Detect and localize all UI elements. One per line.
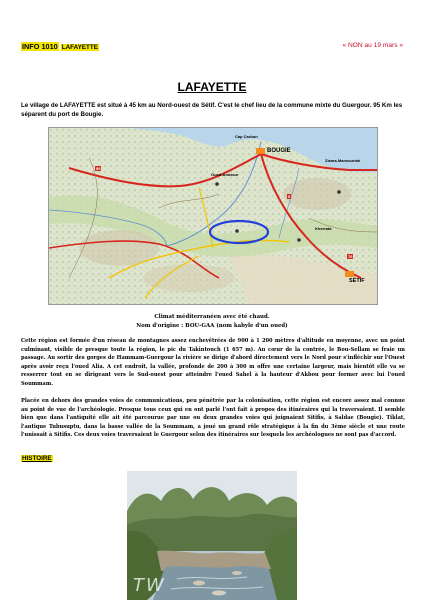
map-route-9: 9 — [288, 194, 291, 199]
river-photo — [127, 471, 297, 600]
info-tag — [21, 42, 99, 51]
map-graphic — [49, 128, 377, 304]
map-caption-climate: Climat méditerranéen avec été chaud. — [154, 314, 270, 320]
map-caption-origin: Nom d'origine : BOU-GAA (nom kabyle d'un oued) — [136, 323, 288, 329]
region-map — [48, 127, 378, 305]
map-route-76: 76 — [348, 254, 353, 259]
map-route-95: 95 — [96, 166, 101, 171]
page-title: LAFAYETTE — [177, 80, 247, 94]
map-label-ziama: Ziama-Mansouriah — [325, 158, 361, 163]
map-label-cap: Cap Carbon — [235, 134, 258, 139]
body-paragraph: Placée en dehors des grandes voies de communications, peu pénétrée par la colonisation, cette région est encore assez mal connue au point de vue de l'archéologie. Presque tous ceux qui en ont parlé l'ont fait à propos des itinéraires qui la traversaient. Il semble bien que dans l'antiquité elle ait été parcourue par une ou deux grandes voies qui joignaient Sitifis, à Saldae (Bougie). Tiklat, l'antique Tubusuptu, dans la basse vallée de la Soummam, a joué un grand rôle stratégique à la fin du 3ème siècle et une route l'unissait à Sitifis. Ces deux voies traversaient le Guergour selon des itinéraires sur lesquels les archéologues ne sont pas d'accord. — [21, 398, 405, 439]
intro-paragraph: Le village de LAFAYETTE est situé à 45 km au Nord-ouest de Sétif. C'est le chef lieu de la commune mixte du Guergour. 95 Km les séparent du port de Bougie. — [21, 102, 403, 119]
info-number: INFO 1010 — [22, 42, 58, 51]
map-label-setif: SÉTIF — [349, 278, 365, 284]
map-label-oued: Oued-Amizour — [211, 172, 239, 177]
map-label-kherrata: Kherrata — [315, 226, 332, 231]
photo-watermark: TW — [133, 575, 166, 596]
body-paragraph: Cette région est formée d'un réseau de montagnes assez enchevêtrées de 900 à 1 200 mètres d'altitude en moyenne, avec un point culminant, visible de presque toute la région, le pic du Takintouch (1 657 m). Au cœur de la contrée, le Bou-Sellam se fraie un passage. Au sortir des gorges de Hammam-Guergour la rivière se dirige d'abord directement vers le Nord pour s'infléchir sur l'Ouest après avoir reçu l'oued Alia. A cet endroit, la vallée, profonde de 200 à 300 m offre une certaine largeur, mais bientôt elle va se resserrer tout en se dirigeant vers le Sud-ouest pour atteindre l'oued Sahel à la hauteur d'Akbou pour former avec lui l'oued Soummam. — [21, 338, 405, 387]
info-place: LAFAYETTE — [61, 44, 98, 51]
slogan: « NON au 19 mars » — [342, 42, 403, 49]
section-heading-histoire: HISTOIRE — [22, 455, 52, 462]
map-label-bougie: BOUGIE — [267, 148, 291, 154]
